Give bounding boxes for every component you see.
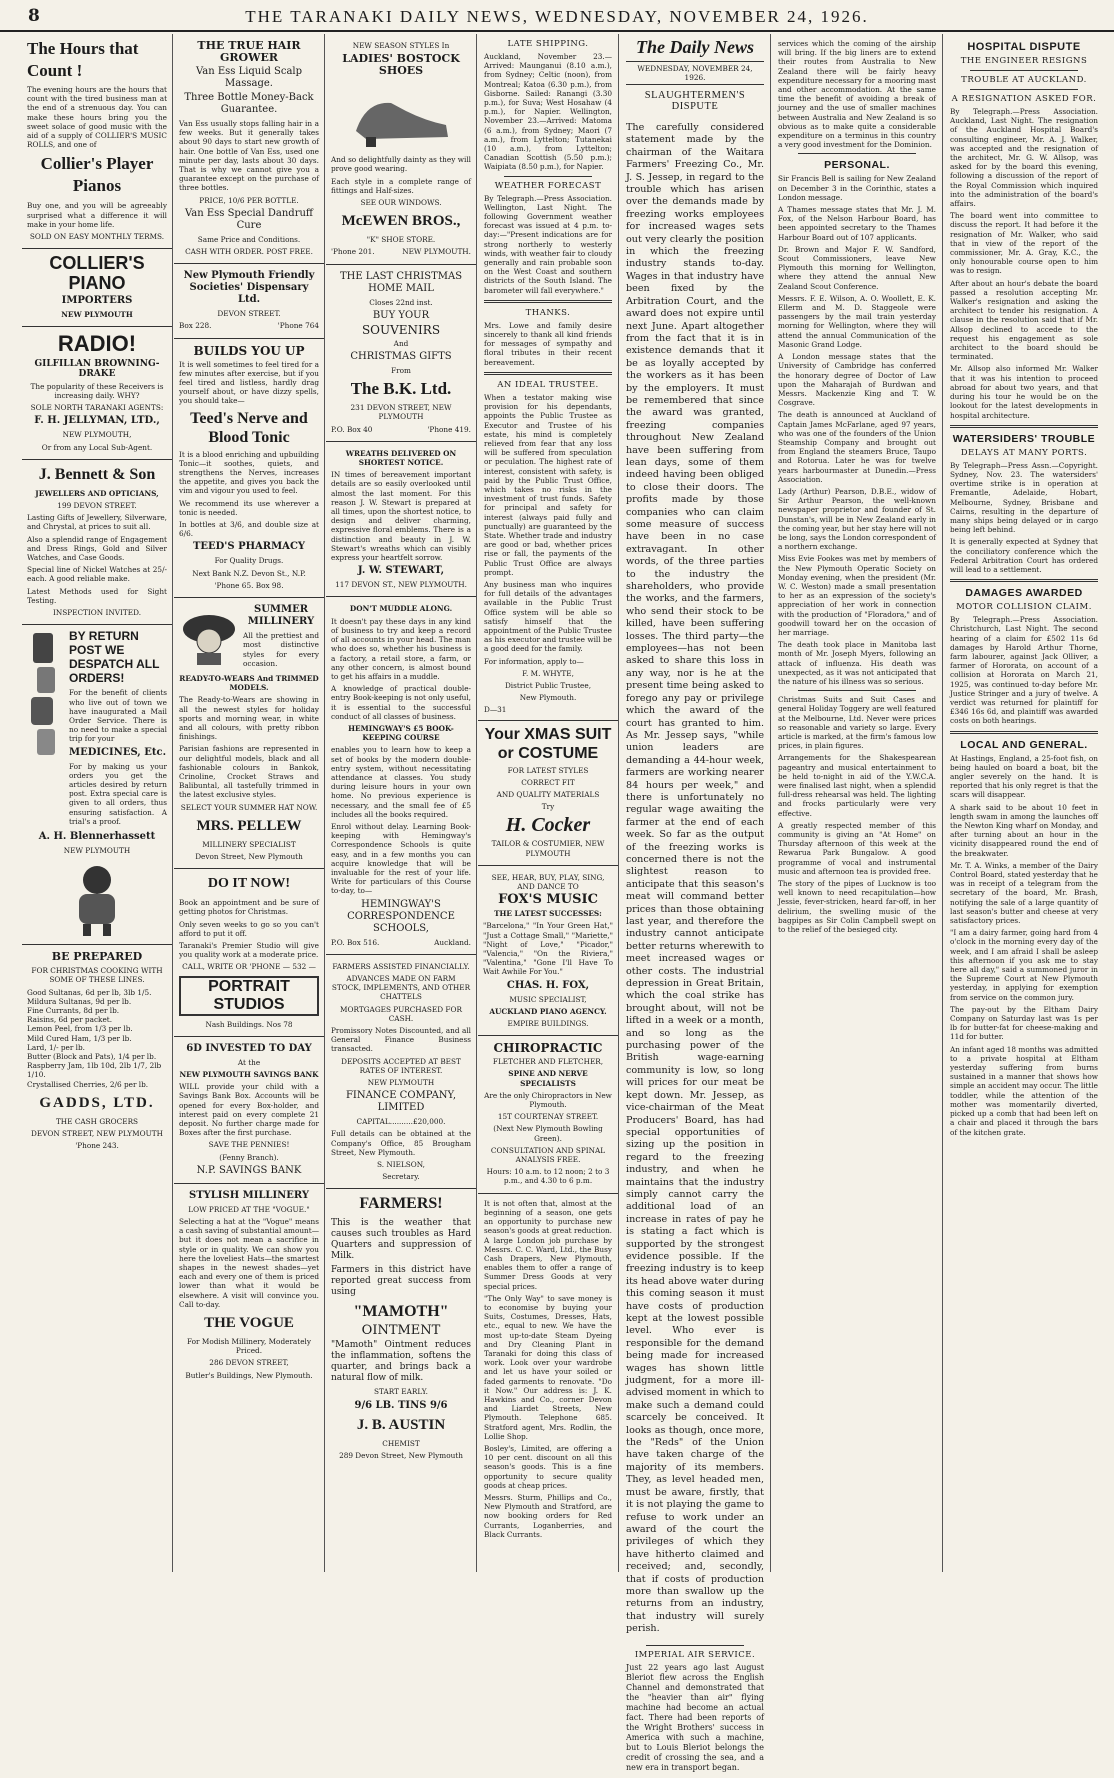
prepared-ad bbox=[22, 945, 172, 1157]
colliers-town: NEW PLYMOUTH bbox=[61, 310, 133, 320]
builds-title: BUILDS YOU UP bbox=[193, 343, 305, 358]
shoe-illustration-icon bbox=[346, 81, 456, 151]
pellew-sub: MILLINERY SPECIALIST bbox=[202, 839, 296, 849]
mail-close: Closes 22nd inst. bbox=[369, 297, 433, 307]
weather-title: WEATHER FORECAST bbox=[494, 180, 602, 191]
ready-wears: READY-TO-WEARS And TRIMMED MODELS. bbox=[179, 673, 319, 693]
editorial-date: WEDNESDAY, NOVEMBER 24, 1926. bbox=[626, 61, 764, 85]
dispute-title: SLAUGHTERMEN'S DISPUTE bbox=[644, 90, 746, 113]
prepared-item: Crystallised Cherries, 2/6 per lb. bbox=[27, 1079, 149, 1089]
personal-text11: Arrangements for the Shakespearean pageantry and musical entertainment to be held to-night in aid of the Y.W.C.A. were finalised last night, when a splendid full-dress rehearsal was held. The lighting and frocks particularly were very effective. bbox=[778, 753, 936, 818]
fox-name: CHAS. H. FOX, bbox=[506, 979, 590, 991]
hours-ad bbox=[22, 34, 172, 249]
hair-title: THE TRUE HAIR GROWER bbox=[197, 39, 301, 64]
stewart-ad bbox=[326, 442, 476, 598]
post-med: MEDICINES, Etc. bbox=[69, 746, 167, 758]
cocker: H. Cocker bbox=[505, 814, 591, 837]
cocker-ad bbox=[478, 720, 618, 866]
mcewen-town: NEW PLYMOUTH. bbox=[402, 247, 471, 257]
fletcher: FLETCHER AND FLETCHER, bbox=[492, 1057, 604, 1067]
sturm-text: Messrs. Sturm, Phillips and Co., New Plymouth and Stratford, are now booking orders for Red Currants, Loganberries, and Black Currants. bbox=[484, 1492, 612, 1539]
radio-town: NEW PLYMOUTH, bbox=[62, 430, 132, 440]
man-illustration-icon bbox=[37, 858, 157, 938]
dispute-text: The carefully considered statement made by the chairman of the Waitara Farmers' Freezing Co., Mr. J. S. Jessep, in regard to the trouble which has arisen over the demands made by freezing works employees for increased wages sets out very clearly the position in which the freezing industry stands to-day. Wages in that industry have been fixed by the Arbitration Court, and the award does not expire until next June. Apart altogether from the fact that it is in existence demands that it be as loyally accepted by the workers as it has been by the employers. It must be remembered that since the award was granted, freezing companies throughout New Zealand have been suffering from lean days, some of them indeed having been obliged to close their doors. The profits made by those companies who can claim some measure of success have been in no case extravagant. In other words, of the three parties to the industry the shareholders, who provide the works, and the farmers, who send their stock to be killed, have been suffering losses. The third party—the employees—has not been asked to share this loss in any way, nor is he at the present time being asked to forego any pay or privilege which the award of the court has granted to him. As Mr. Jessep says, "while union leaders are demanding a 44-hour week, farmers are working nearer 84 hours per week," and there is unfortunately no regular wage awaiting the farmer at the end of each week. So far as the output of the freezing works is concerned there is not the slightest reason to anticipate that this season's meat will command better prices than those obtaining last year, and therefore the industry cannot anticipate better returns wherewith to meet increased wages or other costs. The industrial depression in Great Britain, which the coal strike has brought about, will not be lifted in a week or a month, and so long as the purchasing power of the British wage-earning community is low, so long will prices for our meat be kept down. Mr. Jessep, as vice-chairman of the Meat Producers' Board, has had special opportunities of sizing up the position in regard to the freezing industry, and when he maintains that the industry simply cannot carry the additional load of an increase in rates of pay he is stating a fact which is supported by the strongest evidence possible. If the freezing industry is to keep its head above water during this coming season it must have costs of production kept at the lowest possible level. Who ever is responsible for the demand being made for increased wages has shown little judgment, for a more ill-advised moment in which to make such a demand could scarcely be conceived. It looks as though, once more, the "Reds" of the Union have taken charge of the majority of its members. They, as level headed men, must be aware, firstly, that it is not playing the game to refuse to work under an award of the court the privileges of which they have hitherto claimed and received; and, secondly, that if costs of production more than swallow up the returns from an industry, that industry will surely perish. bbox=[626, 122, 764, 1635]
shoes-text2: Each style in a complete range of fittings and Half-sizes. bbox=[331, 176, 471, 195]
hospital-sub3: A RESIGNATION ASKED FOR. bbox=[951, 94, 1097, 104]
hemingway-text: enables you to learn how to keep a set of books by the modern double-entry system, without necessitating attendance at classes. You study during leisure hours in your own home. No previous experience is necessary, and the small fee of £5 includes all the books required. bbox=[331, 745, 471, 819]
radio-title: RADIO! bbox=[57, 331, 137, 357]
vogue-ad bbox=[174, 1184, 324, 1387]
thanks-text: Mrs. Lowe and family desire sincerely to thank all kind friends for messages of sympathy and floral tributes in their recent bereavement. bbox=[484, 320, 612, 367]
trustee-title: AN IDEAL TRUSTEE. bbox=[497, 379, 599, 390]
hospital-text4: Mr. Allsop also informed Mr. Walker that it was his intention to proceed abroad for about two years, and that during his tour he would be on the lookout for the latest developments in hospital architecture. bbox=[950, 364, 1098, 420]
hours-text: The evening hours are the hours that count with the tired business man at the end of a strenuous day. You can make these hours bring you the sweet solace of good music with the aid of a supply of COLLIER'S MUSIC ROLLS, and one of bbox=[27, 85, 167, 150]
column-6 bbox=[772, 34, 943, 1572]
prepared-item: Mildura Sultanas, 9d per lb. bbox=[27, 996, 132, 1006]
prepared-item: Raspberry Jam, 1lb 10d, 2lb 1/7, 2lb 1/10. bbox=[27, 1061, 162, 1080]
teed-title: Teed's Nerve and Blood Tonic bbox=[190, 409, 308, 446]
personal-text2: A Thames message states that Mr. J. M. Fox, of the Nelson Harbour Board, has been appointed secretary to the Thames Harbour Board out of 107 applicants. bbox=[778, 205, 936, 242]
post-text2: For by making us your orders you get the articles desired by return post. Extra special care is given to all orders, thus ensuring satisfaction. A trial's a proof. bbox=[69, 761, 167, 826]
fox-agency: AUCKLAND PIANO AGENCY. bbox=[489, 1006, 607, 1016]
friendly-ad bbox=[174, 264, 324, 338]
personal-text12: A greatly respected member of this community is giving an "At Home" on Thursday afternoon of this week at the Rewarua Park Bungalow. A good programme of vocal and instrumental music and afternoon tea is provided free. bbox=[778, 820, 936, 876]
shoes-title: LADIES' BOSTOCK SHOES bbox=[342, 52, 460, 78]
stewart-addr: 117 DEVON ST., NEW PLYMOUTH. bbox=[335, 580, 467, 590]
bk-title: The B.K. Ltd. bbox=[350, 379, 452, 399]
fox-latest: THE LATEST SUCCESSES: bbox=[494, 909, 602, 919]
prepared-item: Mild Cured Ham, 1/3 per lb. bbox=[27, 1033, 132, 1043]
donow-text3: Taranaki's Premier Studio will give you quality work at a moderate price. bbox=[179, 940, 319, 960]
muddle-title: DON'T MUDDLE ALONG. bbox=[349, 604, 453, 614]
cocker-sub: TAILOR & COSTUMIER, NEW PLYMOUTH bbox=[491, 839, 605, 858]
dandruff: Van Ess Special Dandruff Cure bbox=[184, 207, 314, 231]
friendly-title: New Plymouth Friendly Societies' Dispensary Ltd. bbox=[183, 270, 315, 306]
fox-songs: "Barcelona," "In Your Green Hat," "Just a Cottage Small," "Mariette," "Night of Love," "Picador," "Valencia," "On the Riviera," "Valentina," "Gone I'll Have To Wait Awhile For You." bbox=[483, 921, 613, 977]
savings-ad bbox=[174, 1037, 324, 1184]
vogue: THE VOGUE bbox=[204, 1315, 294, 1332]
personal-text6: The death is announced at Auckland of Captain James McFarlane, aged 97 years, who was one of the founders of the Union Steamship Company and brought out from England the steamers Bruce, Taupo and Rotorua. Later he was for twelve years harbourmaster at Dunedin.—Press Association. bbox=[778, 410, 936, 484]
finance-ad bbox=[326, 955, 476, 1190]
personal-text10: Christmas Suits and Suit Cases and general Holiday Toggery are well featured at the Melbourne, Ltd. Never were prices so reasonable and variety so large. Every article is marked, at the firm's famous low prices, in plain figures. bbox=[778, 695, 936, 751]
friendly-addr: DEVON STREET. bbox=[217, 309, 281, 319]
teed-text2: We recommend its use wherever a tonic is needed. bbox=[179, 498, 319, 517]
air-text: Just 22 years ago last August Bleriot flew across the English Channel and demonstrated that the "heavier than air" flying machine had become an actual fact. There had been reports of the Wright Brothers' success in America with such a machine, but to Louis Bleriot belongs the credit of crossing the sea, and a new era in transport began. bbox=[626, 1663, 764, 1773]
fletcher-sub: SPINE AND NERVE SPECIALISTS bbox=[508, 1069, 588, 1088]
stewart: J. W. STEWART, bbox=[357, 565, 445, 577]
hemingway-box: P.O. Box 516. bbox=[331, 937, 380, 947]
austin-ad bbox=[326, 1189, 476, 1467]
tins-price: 9/6 LB. TINS 9/6 bbox=[354, 1399, 448, 1411]
colliers-text: Buy one, and you will be agreeably surprised what a difference it will make in your home life. bbox=[27, 201, 167, 229]
cash-post: CASH WITH ORDER. POST FREE. bbox=[185, 247, 313, 257]
hemingway-text2: Enrol without delay. Learning Book-keeping with Hemingway's Correspondence Schools is quite easy, and in a few months you can acquire knowledge that will be invaluable for the rest of your life. Write for particulars of this Course to-day, to— bbox=[331, 821, 471, 896]
summer-body2: Parisian fashions are represented in our delightful models, black and all fashionable colours in Bankok, Crinoline, Crocket Straws and Balibuntal, all tastefully trimmed in the latest exclusive styles. bbox=[179, 744, 319, 800]
xmas-try: Try bbox=[541, 802, 555, 812]
austin: J. B. AUSTIN bbox=[356, 1416, 446, 1433]
teed-text: It is a blood enriching and upbuilding Tonic—it soothes, quiets, and strengthens the Nerves, increases the appetite, and gives you back the vim and vigour you used to feel. bbox=[179, 449, 319, 496]
fox-title: FOX'S MUSIC bbox=[498, 892, 598, 908]
pellew-addr: Devon Street, New Plymouth bbox=[195, 851, 303, 861]
column-4 bbox=[478, 34, 619, 1572]
pellew-ad bbox=[174, 598, 324, 869]
pharmacy-addr: Next Bank N.Z. Devon St., N.P. bbox=[192, 568, 306, 578]
nielson: S. NIELSON, bbox=[376, 1160, 426, 1170]
radio-ad bbox=[22, 327, 172, 459]
hospital-sub: THE ENGINEER RESIGNS bbox=[960, 56, 1088, 66]
bk-ad bbox=[326, 265, 476, 442]
colliers-importers: IMPORTERS bbox=[61, 295, 133, 307]
local-text6: An infant aged 18 months was admitted to a private hospital at Eltham yesterday suffering from burns sustained in a manner that shows how simple an accident may occur. The little toddler, while the attention of the mother was momentarily diverted, picked up a comb that had been left on a chair and placed it through the bars of the kitchen grate. bbox=[950, 1044, 1098, 1137]
fox-ad bbox=[478, 866, 618, 1036]
colliers-big: COLLIER'S PIANO bbox=[49, 253, 145, 294]
pharmacy-sub: For Quality Drugs. bbox=[214, 556, 284, 566]
austin-sub: CHEMIST bbox=[382, 1438, 420, 1448]
savings-pennies-sub: (Fenny Branch). bbox=[219, 1152, 279, 1162]
mortgages-text: Promissory Notes Discounted, and all General Finance Business transacted. bbox=[331, 1026, 471, 1054]
hospital-text: By Telegraph.—Press Association. Auckland, Last Night. The resignation of the Auckland Hospital Board's consulting engineer, Mr. A. J. Walker, was accepted and the resignation of the architect, Mr. G. W. Allsop, was asked for by the board this evening, following a discussion of the report of the Royal Commission which inquired into the administration of the board's affairs. bbox=[950, 107, 1098, 209]
teed-ad bbox=[174, 339, 324, 598]
radio-text: The popularity of these Receivers is increasing daily. WHY? bbox=[30, 381, 164, 401]
gadds-title: GADDS, LTD. bbox=[39, 1094, 155, 1111]
colliers-title: Collier's Player Pianos bbox=[40, 154, 154, 196]
hospital-article bbox=[944, 34, 1104, 1142]
bennett-text: Lasting Gifts of Jewellery, Silverware, and Chrystal, at prices to suit all. bbox=[27, 513, 167, 532]
local-text3: Mr. T. A. Winks, a member of the Dairy Control Board, stated yesterday that he was in receipt of a telegram from the secretary of the board, Mr. Brash, notifying the sale of a large quantity of last season's butter and cheese at very satisfactory prices. bbox=[950, 860, 1098, 926]
fox-bldg: EMPIRE BUILDINGS. bbox=[507, 1019, 589, 1029]
gifts-label: CHRISTMAS GIFTS bbox=[350, 351, 452, 363]
thanks-title: THANKS. bbox=[525, 307, 571, 318]
waterside-sub: DELAYS AT MANY PORTS. bbox=[960, 447, 1088, 458]
column-3 bbox=[326, 34, 477, 1572]
savings-at: At the bbox=[237, 1057, 261, 1067]
air-title: IMPERIAL AIR SERVICE. bbox=[634, 1650, 756, 1661]
from-label: From bbox=[391, 366, 411, 376]
austin-addr: 289 Devon Street, New Plymouth bbox=[339, 1450, 463, 1460]
advances: ADVANCES MADE ON FARM STOCK, IMPLEMENTS, AND OTHER CHATTELS bbox=[331, 973, 471, 1002]
page-number: 8 bbox=[28, 6, 40, 26]
whyte: F. M. WHYTE, bbox=[522, 668, 574, 678]
chemist-sub: NEW PLYMOUTH bbox=[63, 845, 131, 855]
bennett-text3: Special line of Nickel Watches at 25/- each. A good reliable make. bbox=[27, 565, 167, 584]
personal-text13: The story of the pipes of Lucknow is too well known to need recapitulation—how Jessie, fever-stricken, heard far-off, in her delirium, the swelling music of the bagpipes as Sir Colin Campbell swept on to the relief of the besieged city. bbox=[778, 879, 936, 935]
radio-sub-agent: Or from any Local Sub-Agent. bbox=[41, 442, 153, 452]
portrait-ad bbox=[174, 869, 324, 1037]
farmers-text2: Farmers in this district have reported great success from using bbox=[331, 1265, 471, 1298]
whyte-town: New Plymouth. bbox=[519, 693, 577, 703]
hemingway-schools: HEMINGWAY'S CORRESPONDENCE SCHOOLS, bbox=[347, 898, 455, 934]
finance-company: FINANCE COMPANY, LIMITED bbox=[345, 1090, 457, 1114]
shoes-text: And so delightfully dainty as they will prove good wearing. bbox=[331, 155, 471, 174]
and-label: And bbox=[393, 338, 409, 348]
hospital-text3: After about an hour's debate the board passed a resolution accepting Mr. Walker's resignation and asking the architect to tender his resignation. A clause in the resolution said that if Mr. Allsop declined to accede to the request his engagement as sole architect to the board should be terminated. bbox=[950, 278, 1098, 362]
mamoth-title: "MAMOTH" bbox=[353, 1303, 449, 1321]
post-title: BY RETURN POST WE DESPATCH ALL ORDERS! bbox=[69, 629, 160, 686]
savings-text: WILL provide your child with a Savings Bank Box. Accounts will be opened for every Box-holder, and interest paid on every complete 21 deposit. No further charge made for Boxes after the first purchase. bbox=[179, 1082, 319, 1138]
waterside-text2: It is generally expected at Sydney that the conciliatory conference which the Federal Arbitration Court has ordered will lead to a settlement. bbox=[950, 537, 1098, 574]
hair-text: Van Ess usually stops falling hair in a few weeks. But it generally takes about 90 days to start new growth of hair. One bottle of Van Ess, used one minute per day, lasts about 30 days. That is why we cannot give you a guarantee except on the purchase of three bottles. bbox=[179, 119, 319, 193]
damages-sub: MOTOR COLLISION CLAIM. bbox=[956, 602, 1092, 613]
waterside-title: WATERSIDERS' TROUBLE bbox=[952, 432, 1096, 445]
trustee-info: For information, apply to— bbox=[484, 656, 584, 666]
vogue-addr: 286 DEVON STREET, bbox=[209, 1358, 289, 1368]
shipping-title: LATE SHIPPING. bbox=[507, 39, 589, 49]
bennett-text2: Also a splendid range of Engagement and Dress Rings, Gold and Silver Watches, and Case Goods. bbox=[27, 534, 167, 563]
capital: CAPITAL..........£20,000. bbox=[356, 1117, 446, 1127]
donow-text2: Only seven weeks to go so you can't afford to put it off. bbox=[179, 919, 319, 938]
prepared-item: Lard, 1/- per lb. bbox=[27, 1042, 86, 1052]
radio-sub: GILFILLAN BROWNING-DRAKE bbox=[34, 359, 160, 379]
pharmacy: TEED'S PHARMACY bbox=[192, 541, 306, 553]
summer-body: The Ready-to-Wears are showing in all the newest styles for holiday sports and morning wear, in white and all colours, with pretty ribbon finishings. bbox=[179, 695, 319, 742]
prepared-item: Good Sultanas, 6d per lb, 3lb 1/5. bbox=[27, 987, 152, 997]
dandruff-sub: Same Price and Conditions. bbox=[197, 234, 301, 244]
farmers-assist: FARMERS ASSISTED FINANCIALLY. bbox=[332, 961, 470, 971]
personal-text5: A London message states that the University of Cambridge has conferred the honorary degree of Doctor of Law upon the Maharajah of Burdwan and Messrs. Mackenzie King and T. W. Cosgrave. bbox=[778, 352, 936, 408]
local-text5: The pay-out by the Eltham Dairy Company on Saturday last was 1s per lb for butter-fat for cheese-making and 11d for butter. bbox=[950, 1004, 1098, 1042]
radio-firm: F. H. JELLYMAN, LTD., bbox=[34, 415, 160, 427]
muddle-text2: A knowledge of practical double-entry Book-keeping is not only useful, it is essential to the successful conduct of all classes of business. bbox=[331, 684, 471, 721]
np-savings-bank: N.P. SAVINGS BANK bbox=[196, 1164, 302, 1176]
bk-box: P.O. Box 40 bbox=[331, 424, 373, 434]
stylish-sub: LOW PRICED AT THE "VOGUE." bbox=[188, 1204, 310, 1214]
muddle-text: It doesn't pay these days in any kind of business to try and keep a record of all accounts in your head. The man who does so, whether his business is a factory, a retail store, a farm, or any other concern, is almost bound to get his affairs in a muddle. bbox=[331, 616, 471, 681]
fletcher-consult: CONSULTATION AND SPINAL ANALYSIS FREE. bbox=[490, 1145, 606, 1165]
chemist: A. H. Blennerhassett bbox=[38, 830, 156, 842]
bennett-sub: JEWELLERS AND OPTICIANS, bbox=[35, 488, 159, 498]
bosley-text: Bosley's, Limited, are offering a 10 per cent. discount on all this season's goods. This is a fine opportunity to secure quality goods at cheap prices. bbox=[484, 1443, 612, 1490]
local-text4: "I am a dairy farmer, going hard from 4 o'clock in the morning every day of the week, and I am afraid I shall be asleep this afternoon if you ask me to stay here all day," said a summoned juror in the Supreme Court at New Plymouth yesterday, in applying for exemption from service on the common jury. bbox=[950, 928, 1098, 1002]
bennett-title: J. Bennett & Son bbox=[38, 465, 156, 483]
personal-text9: The death took place in Manitoba last month of Mr. Joseph Myers, following an attack of influenza. His death was unexpected, as it was not anticipated that the nature of his illness was so serious. bbox=[778, 640, 936, 686]
daily-news-logo: The Daily News bbox=[636, 37, 754, 57]
weather-text: By Telegraph.—Press Association. Wellington, Last Night. The following Government weather forecast was issued at 4 p.m. to-day:—"Present indications are for strong northerly to westerly winds, with weather fair to cloudy generally and rain probable soon on the West Coast and southern districts of the South Island. The barometer will fall everywhere." bbox=[484, 193, 612, 295]
chiro-title: CHIROPRACTIC bbox=[493, 1041, 603, 1056]
local-title: LOCAL AND GENERAL. bbox=[960, 738, 1088, 751]
prepared-item: Butter (Block and Pats), 1/4 per lb. bbox=[27, 1051, 157, 1061]
personal-text8: Miss Evie Fookes was met by members of the New Plymouth Operatic Society on Monday evening, when the president (Mr. W. C. Weston) made a small presentation to her as an expression of the society's appreciation of her work in connection with the production of "Floradora," and of goodwill toward her on the occasion of her marriage. bbox=[778, 554, 936, 637]
damages-text: By Telegraph.—Press Association. Christchurch, Last Night. The second hearing of a claim for £502 11s 6d damages by Harold Arthur Thorne, farm labourer, against Jack Olliver, a farmer of Hororata, on account of a collision at Hororata on March 21, 1925, was continued to-day before Mr. Justice Stringer and a jury of twelve. A verdict was returned for plaintiff for £346 16s 6d, and plaintiff was awarded costs on both hearings. bbox=[950, 615, 1098, 726]
bottles-illustration-icon bbox=[27, 629, 65, 759]
mcewen-sub: "K" SHOE STORE. bbox=[366, 235, 436, 245]
trustee-text2: Any business man who inquires for full details of the advantages available in the Public Trust Office system will be able so satisfy himself that the appointment of the Public Trustee as his executor and trustee will be a good deed for the family. bbox=[484, 579, 612, 654]
post-ad bbox=[22, 625, 172, 945]
bennett-inspection: INSPECTION INVITED. bbox=[52, 608, 142, 618]
radio-agents: SOLE NORTH TARANAKI AGENTS: bbox=[30, 403, 164, 413]
mourning-text: It is not often that, almost at the beginning of a season, one gets an opportunity to purchase new season's goods at great reduction. A large London job purchase by Messrs. C. C. Ward, Ltd., the Busy Cash Drapers, New Plymouth, enables them to offer a range of Summer Dress Goods at very special prices. bbox=[484, 1198, 612, 1291]
stylish-title: STYLISH MILLINERY bbox=[188, 1189, 310, 1201]
stylish-text: Selecting a hat at the "Vogue" means a cash saving of substantial amount—but it does not mean a sacrifice in style or in quality. We can show you here the loveliest Hats—the smartest shapes in the newest shades—yet each and every one of them is priced lower than what it would be elsewhere. A visit will convince you. Call to-day. bbox=[179, 1217, 319, 1309]
souvenirs-label: SOUVENIRS bbox=[361, 322, 441, 337]
farmers-title: FARMERS! bbox=[359, 1195, 443, 1213]
mortgages: MORTGAGES PURCHASED FOR CASH. bbox=[340, 1004, 462, 1023]
bk-phone: 'Phone 419. bbox=[427, 424, 471, 434]
column-2 bbox=[174, 34, 325, 1572]
column-7 bbox=[944, 34, 1104, 1572]
shoes-windows: SEE OUR WINDOWS. bbox=[360, 198, 442, 208]
xmas-title: Your XMAS SUIT or COSTUME bbox=[484, 725, 612, 762]
xmas-sub3: AND QUALITY MATERIALS bbox=[496, 790, 600, 799]
waterside-text: By Telegraph—Press Assn.—Copyright. Sydney, Nov. 23. The watersiders' overtime strike is in operation at Fremantle, Adelaide, Hobart, Melbourne, Sydney, Brisbane and Cairns, resulting in the departure of many ships being delayed or in cargo being left behind. bbox=[950, 460, 1098, 535]
mourning-text2: "The Only Way" to save money is to economise by buying your Suits, Costumes, Dresses, Hats, etc., equal to new. We have the most up-to-date Steam Dyeing and Dry Cleaning Plant in Taranaki for doing this class of work. Look over your wardrobe and let us have your soiled or faded garments to renovate. "Do it Now." Our address is: J. K. Hawkins and Co., corner Devon and Liardet Streets, New Plymouth. Telephone 685. Stratford agent, Mrs. Rodlin, the Lollie Shop. bbox=[484, 1293, 612, 1441]
hair-price: PRICE, 10/6 PER BOTTLE. bbox=[199, 195, 299, 205]
hospital-title: HOSPITAL DISPUTE bbox=[967, 41, 1081, 53]
builds-text: It is well sometimes to feel tired for a few minutes after exercise, but if you feel tired and listless, hardly drag yourself about, or have dizzy spells, you should take— bbox=[179, 359, 319, 406]
shoes-ad bbox=[326, 34, 476, 265]
post-text: For the benefit of clients who live out of town we have inaugurated a Mail Order Service. There is no need to make a special trip for your bbox=[69, 688, 167, 744]
personal-text: Sir Francis Bell is sailing for New Zealand on December 3 in the Corinthic, states a London message. bbox=[778, 174, 936, 202]
vogue-sub: For Modish Millinery, Moderately Priced. bbox=[186, 1337, 311, 1356]
colliers-terms: SOLD ON EASY MONTHLY TERMS. bbox=[29, 232, 165, 242]
colliers-ad bbox=[22, 249, 172, 327]
hospital-sub2: TROUBLE AT AUCKLAND. bbox=[961, 75, 1087, 85]
whyte-title: District Public Trustee, bbox=[504, 680, 592, 690]
donow-title: DO IT NOW! bbox=[207, 876, 291, 892]
savings-title: 6D INVESTED TO DAY bbox=[186, 1042, 312, 1054]
summer-text: All the prettiest and most distinctive styles for every occasion. bbox=[243, 631, 319, 668]
personal-text7: Lady (Arthur) Pearson, D.B.E., widow of Sir Arthur Pearson, the well-known newspaper proprietor and founder of St. Dunstan's, will be in New Zealand early in the coming year, but her stay here will not be long, says the London correspondent of a northern exchange. bbox=[778, 486, 936, 552]
hair-ad bbox=[174, 34, 324, 264]
masthead bbox=[0, 0, 1114, 32]
friendly-box: Box 228. bbox=[179, 321, 212, 331]
shoes-header: NEW SEASON STYLES In bbox=[352, 41, 450, 50]
local-text: At Hastings, England, a 25-foot fish, on being hauled on board a boat, bit the angler severely on the hand. It is reported that his only regret is that the scars will disappear. bbox=[950, 753, 1098, 800]
gadds-phone: 'Phone 243. bbox=[75, 1141, 119, 1151]
deposits: DEPOSITS ACCEPTED AT BEST RATES OF INTEREST. bbox=[341, 1056, 461, 1075]
donow-text: Book an appointment and be sure of getting photos for Christmas. bbox=[179, 898, 319, 917]
hemingway-town: Auckland. bbox=[434, 937, 471, 947]
fletcher-addr2: (Next New Plymouth Bowling Green). bbox=[493, 1124, 603, 1143]
personal-text3: Dr. Brown and Major F. W. Sandford, Scout Commissioners, leave New Plymouth this morning for Wellington, where they attend the annual New Zealand Scout Conference. bbox=[778, 244, 936, 291]
finance-town: NEW PLYMOUTH bbox=[367, 1078, 435, 1088]
donow-call: CALL, WRITE OR 'PHONE — 532 — bbox=[182, 962, 316, 972]
bennett-ad bbox=[22, 460, 172, 625]
notices-article bbox=[478, 1194, 618, 1544]
friendly-phone: 'Phone 764 bbox=[277, 321, 319, 331]
start-early: START EARLY. bbox=[374, 1387, 428, 1397]
buy-label: BUY YOUR bbox=[372, 309, 430, 321]
mamoth-text: "Mamoth" Ointment reduces the inflammation, softens the quarter, and brings back a natural flow of milk. bbox=[331, 1340, 471, 1384]
nielson-title: Secretary. bbox=[382, 1172, 420, 1182]
teed-price: In bottles at 3/6, and double size at 6/6. bbox=[179, 520, 319, 539]
personal-text4: Messrs. F. E. Wilson, A. O. Woollett, E. K. Ellerm and M. D. Staggeole were passengers by the mail train yesterday morning for Wellington, where they will attend the annual Communication of the Masonic Grand Lodge. bbox=[778, 293, 936, 349]
farmers-text: This is the weather that causes such troubles as Hard Quarters and suppression of Milk. bbox=[331, 1218, 471, 1262]
damages-title: DAMAGES AWARDED bbox=[965, 587, 1083, 600]
xmas-sub: FOR LATEST STYLES bbox=[507, 765, 589, 775]
hemingway-title: HEMINGWAY'S £5 BOOK-KEEPING COURSE bbox=[348, 723, 454, 743]
fox-sub: MUSIC SPECIALIST, bbox=[509, 994, 587, 1004]
newspaper-title: THE TARANAKI DAILY NEWS, WEDNESDAY, NOVEMBER 24, 1926. bbox=[245, 7, 869, 26]
wreaths-title: WREATHS DELIVERED ON SHORTEST NOTICE. bbox=[345, 448, 457, 468]
column-5 bbox=[620, 34, 771, 1773]
pellew: MRS. PELLEW bbox=[196, 817, 302, 834]
hair-sub: Van Ess Liquid Scalp Massage. bbox=[195, 66, 303, 89]
gadds-sub: THE CASH GROCERS bbox=[55, 1116, 139, 1126]
bennett-text4: Latest Methods used for Sight Testing. bbox=[27, 586, 167, 605]
shipping-article bbox=[478, 34, 618, 720]
prepared-item: Fine Currants, 8d per lb. bbox=[27, 1005, 120, 1015]
fletcher-addr: 15T COURTENAY STREET. bbox=[497, 1112, 599, 1122]
hours-title: The Hours that Count ! bbox=[27, 39, 139, 80]
prepared-title: BE PREPARED bbox=[51, 950, 143, 964]
savings-pennies: SAVE THE PENNIES! bbox=[208, 1140, 290, 1150]
d31: D—31 bbox=[484, 705, 507, 715]
personal-article bbox=[772, 34, 942, 939]
savings-bank: NEW PLYMOUTH SAVINGS BANK bbox=[179, 1069, 319, 1079]
vogue-addr2: Butler's Buildings, New Plymouth. bbox=[185, 1370, 313, 1380]
xmas-sub2: CORRECT FIT bbox=[521, 777, 575, 787]
summer-select: SELECT YOUR SUMMER HAT NOW. bbox=[180, 802, 318, 812]
bennett-addr: 199 DEVON STREET. bbox=[57, 501, 137, 511]
local-text2: A shark said to be about 10 feet in length swam in among the launches off the Newton King wharf on Monday, and after turning about an hour in the vicinity disappeared round the end of the breakwater. bbox=[950, 802, 1098, 858]
fletcher-hours: Hours: 10 a.m. to 12 noon; 2 to 3 p.m., and 4.30 to 6 p.m. bbox=[486, 1167, 610, 1186]
gadds-addr: DEVON STREET, NEW PLYMOUTH bbox=[31, 1128, 163, 1138]
portrait-sub: Nash Buildings. Nos 78 bbox=[205, 1019, 293, 1029]
chiro-ad bbox=[478, 1036, 618, 1193]
hat-lady-illustration-icon bbox=[179, 607, 239, 667]
hemingway-ad bbox=[326, 597, 476, 954]
prepared-item: Lemon Peel, from 1/3 per lb. bbox=[27, 1024, 133, 1034]
hair-offer: Three Bottle Money-Back Guarantee. bbox=[184, 92, 314, 115]
portrait-studios: PORTRAIT STUDIOS bbox=[179, 976, 319, 1016]
bk-addr: 231 DEVON STREET, NEW PLYMOUTH bbox=[350, 403, 452, 422]
column-1 bbox=[22, 34, 173, 1572]
editorial bbox=[620, 34, 770, 1778]
fox-intro: SEE, HEAR, BUY, PLAY, SING, AND DANCE TO bbox=[491, 872, 605, 892]
wreaths-text: IN times of bereavement important details are so easily overlooked until almost the last moment. For this reason J. W. Stewart is prepared at all times, upon the shortest notice, to design and deliver charming, expressive floral emblems. There is a distinction and beauty in J. W. Stewart's wreaths which can visibly express your heartfelt sorrow. bbox=[331, 470, 471, 563]
mcewen: McEWEN BROS., bbox=[341, 213, 461, 230]
fletcher-sub2: Are the only Chiropractors in New Plymouth. bbox=[484, 1090, 612, 1110]
shipping-text: Auckland, November 23.—Arrived: Maunganui (8.10 a.m.), from Sydney; Celtic (noon), from Montreal; Katoa (6.30 p.m.), from Gisborne. Sailed: Ranangi (3.30 p.m.), for Suva; West Hosahaw (4 p.m.), for Napier. Wellington, November 23.—Arrived: Matoma (6 a.m.), from Sydney; Maori (7 a.m.), from Lyttelton; Tutanekai (10 a.m.), from Lyttelton; Canadian Scottish (5.50 p.m.); Waipiata (8.50 p.m.), for Napier. bbox=[484, 52, 612, 172]
hospital-text2: The board went into committee to discuss the report. It had before it the resignation of Mr. Walker, who said that in view of the report of the commissioner, Mr. A. Gray, K.C., the only honourable course open to him was to resign. bbox=[950, 211, 1098, 276]
finance-text: Full details can be obtained at the Company's Office, 85 Brougham Street, New Plymouth. bbox=[331, 1129, 471, 1157]
summer-title: SUMMER MILLINERY bbox=[247, 604, 315, 628]
prepared-item: Raisins, 6d per packet. bbox=[27, 1015, 113, 1025]
personal-title: PERSONAL. bbox=[824, 159, 890, 172]
mail-title: THE LAST CHRISTMAS HOME MAIL bbox=[339, 270, 463, 294]
pharmacy-phone: 'Phone 65. Box 98. bbox=[214, 580, 284, 590]
trustee-text: When a testator making wise provision for his dependants, appoints the Public Trustee as Executor and Trustee of his estate, his mind is completely relieved from fear that any loss will be suffered from speculation or peculation. The highest rate of interest, consistent with safety, is paid by the Public Trust Office, which takes no risks in the investment of trust funds. Safety for principal and safety for interest (always paid fully and punctually) are guaranteed by the State. Whether trade and industry are good or bad, whether prices rise or fall, the payments of the Public Trust Office are always prompt. bbox=[484, 392, 612, 577]
mcewen-phone: 'Phone 201. bbox=[331, 247, 375, 257]
air-continued: services which the coming of the airship will bring. If the big liners are to extend their routes from Australia to New Zealand there will be fairly heavy expenditure necessary for a mooring mast and other accommodation. At the same time the benefit of avoiding a break of journey and the use of smaller machines between Australia and New Zealand is so obvious as to make quite a considerable expenditure on a terminus in this country a very good investment for the Dominion. bbox=[778, 39, 936, 150]
ointment: OINTMENT bbox=[361, 1323, 441, 1339]
prepared-sub: FOR CHRISTMAS COOKING WITH SOME OF THESE LINES. bbox=[31, 966, 163, 985]
